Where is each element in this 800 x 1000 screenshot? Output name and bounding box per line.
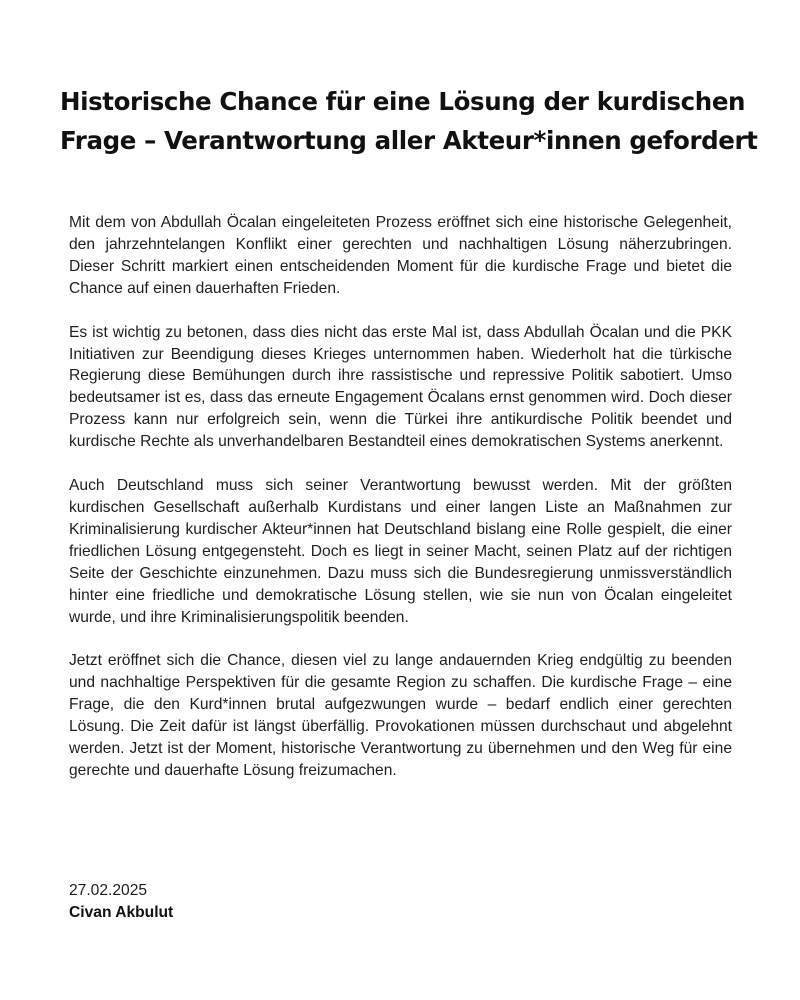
page-title xyxy=(60,82,758,160)
date: 27.02.2025 xyxy=(69,882,148,899)
paragraph-4: Jetzt eröffnet sich die Chance, diesen viel zu lange andauernden Krieg endgültig zu beenden und nachhaltige Perspektiven für die gesamte Region zu schaffen. Die kurdische Frage – eine Frage, die den Kurd*innen brutal aufgezwungen wurde – bedarf endlich einer gerechten Lösung. Die Zeit dafür ist längst überfällig. Provokationen müssen durchschaut und abgelehnt werden. Jetzt ist der Moment, historische Verantwortung zu übernehmen und den Weg für eine gerechte und dauerhafte Lösung freizumachen. xyxy=(69,652,732,779)
title-line-1: Historische Chance für eine Lösung der kurdischen xyxy=(60,87,746,116)
signature-block xyxy=(69,880,173,924)
author-name: Civan Akbulut xyxy=(69,903,174,921)
paragraph-2: Es ist wichtig zu betonen, dass dies nicht das erste Mal ist, dass Abdullah Öcalan und die PKK Initiativen zur Beendigung dieses Krieges unternommen haben. Wiederholt hat die türkische Regierung diese Bemühungen durch ihre rassistische und repressive Politik sabotiert. Umso bedeutsamer ist es, dass das erneute Engagement Öcalans ernst genommen wird. Doch dieser Prozess kann nur erfolgreich sein, wenn die Türkei ihre antikurdische Politik beendet und kurdische Rechte als unverhandelbaren Bestandteil eines demokratischen Systems anerkennt. xyxy=(69,323,732,451)
statement-body xyxy=(69,212,732,804)
title-line-2: Frage – Verantwortung aller Akteur*innen gefordert xyxy=(60,126,758,155)
paragraph-3: Auch Deutschland muss sich seiner Verantwortung bewusst werden. Mit der größten kurdischen Gesellschaft außerhalb Kurdistans und einer langen Liste an Maßnahmen zur Kriminalisierung kurdischer Akteur*innen hat Deutschland bislang eine Rolle gespielt, die einer friedlichen Lösung entgegensteht. Doch es liegt in seiner Macht, seinen Platz auf der richtigen Seite der Geschichte einzunehmen. Dazu muss sich die Bundesregierung unmissverständlich hinter eine friedliche und demokratische Lösung stellen, wie sie nun von Öcalan eingeleitet wurde, und ihre Kriminalisierungspolitik beenden. xyxy=(69,477,732,626)
paragraph-1: Mit dem von Abdullah Öcalan eingeleiteten Prozess eröffnet sich eine historische Gelegenheit, den jahrzehntelangen Konflikt einer gerechten und nachhaltigen Lösung näherzubringen. Dieser Schritt markiert einen entscheidenden Moment für die kurdische Frage und bietet die Chance auf einen dauerhaften Frieden. xyxy=(69,214,732,297)
